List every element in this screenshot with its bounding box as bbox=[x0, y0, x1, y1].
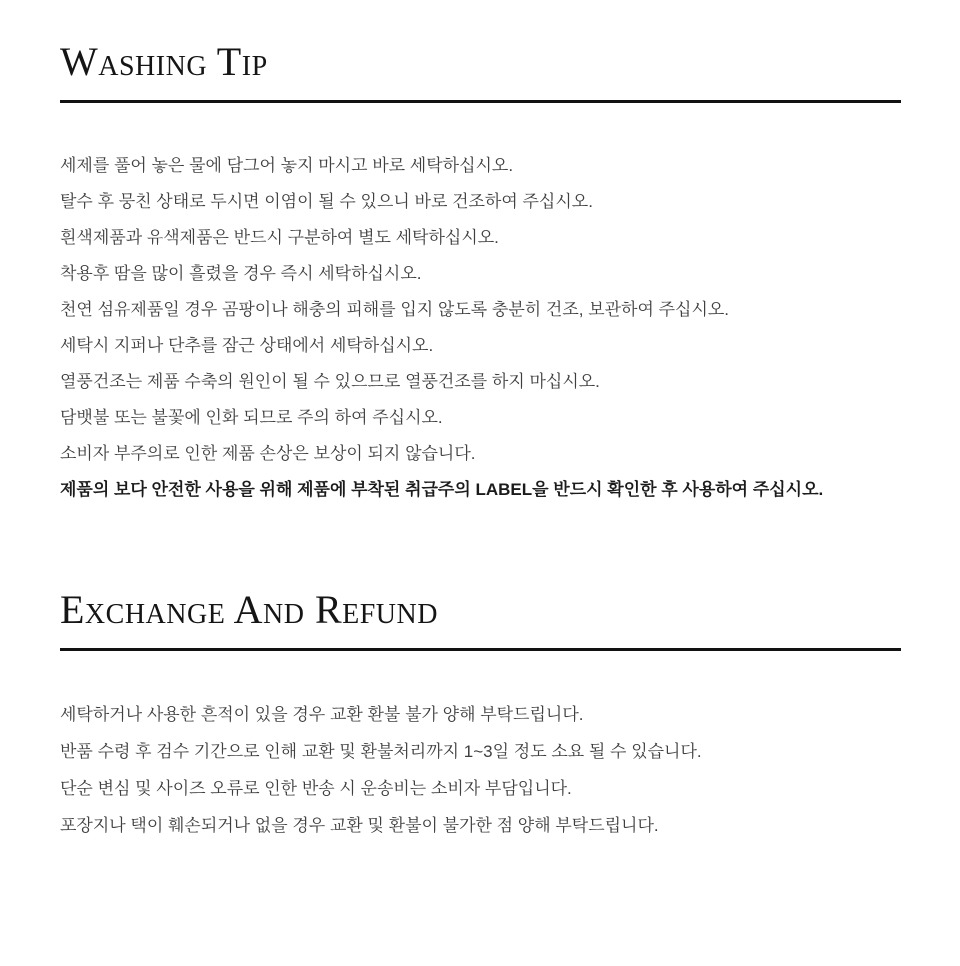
text-line: 세탁하거나 사용한 흔적이 있을 경우 교환 환불 불가 양해 부탁드립니다. bbox=[60, 705, 584, 724]
text-line: 단순 변심 및 사이즈 오류로 인한 반송 시 운송비는 소비자 부담입니다. bbox=[60, 779, 572, 798]
washing-tip-title: Washing Tip bbox=[60, 39, 268, 84]
text-line: 담뱃불 또는 불꽃에 인화 되므로 주의 하여 주십시오. bbox=[60, 408, 443, 427]
exchange-refund-section bbox=[60, 587, 910, 844]
exchange-refund-title: Exchange And Refund bbox=[60, 587, 438, 632]
washing-tip-section bbox=[60, 39, 910, 508]
text-line: 탈수 후 뭉친 상태로 두시면 이염이 될 수 있으니 바로 건조하여 주십시오. bbox=[60, 192, 593, 211]
exchange-refund-list bbox=[60, 696, 910, 844]
washing-tip-warning-line: 제품의 보다 안전한 사용을 위해 제품에 부착된 취급주의 LABEL을 반드시 확인한 후 사용하여 주십시오. bbox=[60, 480, 824, 499]
text-line: 세탁시 지퍼나 단추를 잠근 상태에서 세탁하십시오. bbox=[60, 336, 434, 355]
text-line: 소비자 부주의로 인한 제품 손상은 보상이 되지 않습니다. bbox=[60, 444, 476, 463]
text-line: 포장지나 택이 훼손되거나 없을 경우 교환 및 환불이 불가한 점 양해 부탁드립니다. bbox=[60, 816, 659, 835]
text-line: 세제를 풀어 놓은 물에 담그어 놓지 마시고 바로 세탁하십시오. bbox=[60, 156, 514, 175]
exchange-refund-divider bbox=[60, 648, 901, 651]
text-line: 열풍건조는 제품 수축의 원인이 될 수 있으므로 열풍건조를 하지 마십시오. bbox=[60, 372, 600, 391]
washing-tip-list bbox=[60, 148, 910, 472]
washing-tip-divider bbox=[60, 100, 901, 103]
text-line: 반품 수령 후 검수 기간으로 인해 교환 및 환불처리까지 1~3일 정도 소요 될 수 있습니다. bbox=[60, 742, 702, 761]
washing-tip-warning-wrap bbox=[60, 472, 910, 508]
product-care-notice bbox=[0, 39, 960, 904]
text-line: 천연 섬유제품일 경우 곰팡이나 해충의 피해를 입지 않도록 충분히 건조, 보관하여 주십시오. bbox=[60, 300, 730, 319]
text-line: 흰색제품과 유색제품은 반드시 구분하여 별도 세탁하십시오. bbox=[60, 228, 499, 247]
text-line: 착용후 땀을 많이 흘렸을 경우 즉시 세탁하십시오. bbox=[60, 264, 422, 283]
